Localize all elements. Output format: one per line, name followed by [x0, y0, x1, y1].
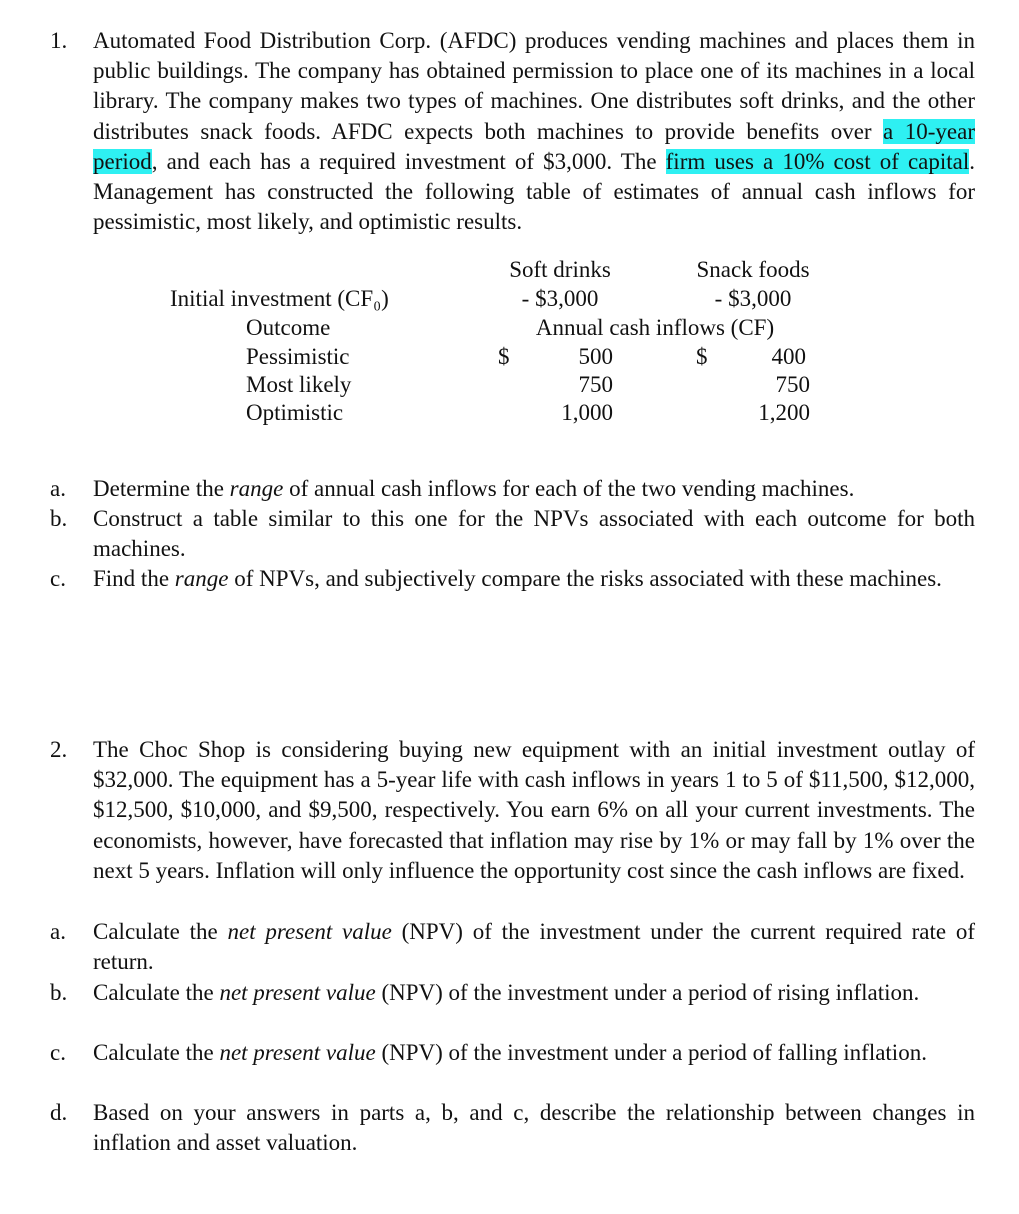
- highlight-10-year-period: a 10-year period: [93, 118, 975, 174]
- part-letter: b.: [50, 506, 68, 531]
- part-text-pre: Calculate the: [93, 1040, 220, 1065]
- part-text: [93, 1098, 975, 1158]
- soft-value: 1,000: [561, 400, 613, 425]
- snack-value: 1,200: [758, 400, 810, 425]
- highlight-cost-of-capital: firm uses a 10% cost of capital: [665, 148, 970, 174]
- snack-value: 750: [775, 372, 810, 397]
- part-text-emphasis: range: [229, 476, 284, 501]
- part-text-pre: Calculate the: [93, 919, 228, 944]
- part-text: [93, 1038, 975, 1068]
- currency-symbol-soft: $: [498, 344, 510, 369]
- question-1-part-c: [50, 564, 975, 594]
- initial-investment-label: Initial investment (CF₀): [170, 286, 389, 311]
- part-letter: c.: [50, 1040, 66, 1065]
- soft-value: 750: [578, 372, 613, 397]
- part-text: [93, 564, 975, 594]
- question-1-part-a: [50, 474, 975, 504]
- part-text-pre: Determine the: [93, 476, 230, 501]
- part-text-pre: Based on your answers in parts a, b, and c, describe the relationship between changes in inflation and asset valuation.: [93, 1100, 975, 1156]
- cash-inflow-table: [0, 0, 1019, 460]
- question-1-text-part: . Management has constructed the following table of estimates of annual cash inflows for pessimistic, most likely, and optimistic results.: [93, 148, 975, 235]
- question-1-part-b: [50, 504, 975, 564]
- question-2: [50, 735, 975, 886]
- row-label: Pessimistic: [246, 344, 350, 369]
- header-soft-drinks: Soft drinks: [509, 257, 611, 282]
- question-2-text: The Choc Shop is considering buying new equipment with an initial investment outlay of $32,000. The equipment has a 5-year life with cash inflows in years 1 to 5 of $11,500, $12,000, $12,500, $10,000, and $9,500, respectively. You earn 6% on all your current investments. The economists, however, have forecasted that inflation may rise by 1% or may fall by 1% over the next 5 years. Inflation will only influence the opportunity cost since the cash inflows are fixed.: [93, 737, 975, 883]
- question-2-part-a: [50, 917, 975, 977]
- question-1-number: 1.: [50, 28, 68, 53]
- part-text-emphasis: range: [174, 566, 229, 591]
- part-letter: d.: [50, 1100, 68, 1125]
- part-text: [93, 474, 975, 504]
- initial-investment-soft: - $3,000: [521, 286, 599, 311]
- part-text: [93, 917, 975, 977]
- part-text-post: (NPV) of the investment under a period of rising inflation.: [375, 980, 920, 1005]
- question-2-number: 2.: [50, 737, 68, 762]
- part-text-post: (NPV) of the investment under the current required rate of return.: [93, 919, 976, 975]
- part-text-emphasis: net present value: [219, 1040, 376, 1065]
- part-text-pre: Find the: [93, 566, 175, 591]
- question-2-part-d: [50, 1098, 975, 1158]
- part-text: [93, 504, 975, 564]
- soft-value: 500: [578, 344, 613, 369]
- header-snack-foods: Snack foods: [696, 257, 810, 282]
- currency-symbol-snack: $: [696, 344, 708, 369]
- part-letter: c.: [50, 566, 66, 591]
- part-text-pre: Construct a table similar to this one for the NPVs associated with each outcome for both machines.: [93, 506, 975, 562]
- row-label: Most likely: [246, 372, 352, 397]
- part-text: [93, 978, 975, 1008]
- outcome-label: Outcome: [246, 315, 331, 340]
- part-text-emphasis: net present value: [227, 919, 392, 944]
- question-1-text-part: Automated Food Distribution Corp. (AFDC) produces vending machines and places them in public buildings. The company has obtained permission to place one of its machines in a local library. The company makes two types of machines. One distributes soft drinks, and the other distributes snack foods. AFDC expects both machines to provide benefits over: [93, 28, 975, 144]
- part-text-emphasis: net present value: [219, 980, 376, 1005]
- initial-investment-snack: - $3,000: [714, 286, 792, 311]
- part-letter: a.: [50, 476, 66, 501]
- part-letter: b.: [50, 980, 68, 1005]
- row-label: Optimistic: [246, 400, 344, 425]
- snack-value: 400: [771, 344, 806, 369]
- question-2-part-b: [50, 978, 975, 1008]
- part-text-post: (NPV) of the investment under a period of falling inflation.: [375, 1040, 927, 1065]
- part-letter: a.: [50, 919, 66, 944]
- question-2-part-c: [50, 1038, 975, 1068]
- part-text-post: of annual cash inflows for each of the two vending machines.: [283, 476, 855, 501]
- part-text-post: of NPVs, and subjectively compare the risks associated with these machines.: [228, 566, 942, 591]
- annual-cash-inflows-label: Annual cash inflows (CF): [535, 315, 775, 340]
- question-1-text-part: , and each has a required investment of $3,000. The: [151, 148, 666, 174]
- part-text-pre: Calculate the: [93, 980, 220, 1005]
